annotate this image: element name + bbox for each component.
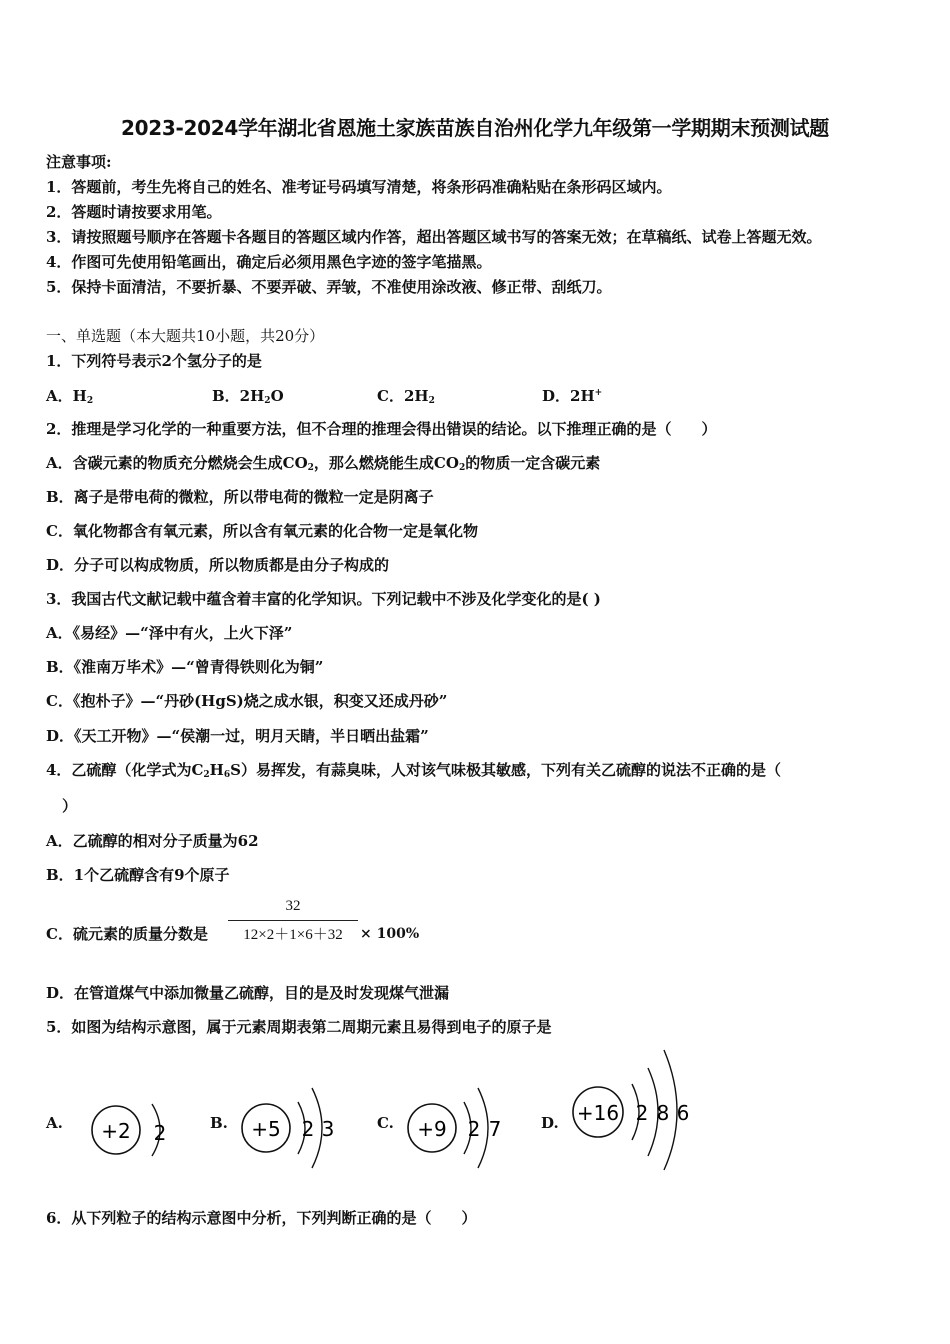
notice-item-5: 5．保持卡面清洁，不要折暴、不要弄破、弄皱，不准使用涂改液、修正带、刮纸刀。	[46, 278, 612, 296]
q4-option-d: D．在管道煤气中添加微量乙硫醇，目的是及时发现煤气泄漏	[46, 984, 450, 1002]
q3-option-a: A．《易经》—“泽中有火，上火下泽”	[46, 624, 293, 642]
atom-diagram-b	[236, 1076, 346, 1176]
q2-option-b: B．离子是带电荷的微粒，所以带电荷的微粒一定是阴离子	[46, 488, 434, 506]
q3-option-d: D．《天工开物》—“侯潮一过，明月天睛，半日晒出盐霜”	[46, 727, 429, 745]
shell-electrons: 2	[301, 1117, 315, 1141]
q1-d-label: D．2H	[542, 387, 595, 405]
shell-electrons: 6	[676, 1101, 690, 1125]
q1-option-a	[46, 385, 93, 406]
q4-stem-part3: S）易挥发，有蒜臭味，人对该气味极其敏感，下列有关乙硫醇的说法不正确的是（	[230, 761, 781, 779]
q6-stem: 6．从下列粒子的结构示意图中分析，下列判断正确的是（ ）	[46, 1209, 477, 1227]
q5-option-a-letter: A.	[46, 1114, 63, 1132]
atom-diagram-c	[402, 1076, 512, 1176]
q1-b-label: B．2H	[212, 387, 265, 405]
q1-d-sup: +	[594, 388, 603, 398]
page-title: 2023-2024学年湖北省恩施土家族苗族自治州化学九年级第一学期期末预测试题	[121, 116, 829, 140]
q2-a-part2: ，那么燃烧能生成CO	[313, 454, 459, 472]
q1-option-d	[542, 385, 602, 406]
atom-diagram-a	[86, 1090, 176, 1170]
q4-option-b: B．1个乙硫醇含有9个原子	[46, 866, 230, 884]
shell-electrons: 7	[488, 1117, 502, 1141]
q1-c-label: C．2H	[377, 387, 429, 405]
q5-stem: 5．如图为结构示意图，属于元素周期表第二周期元素且易得到电子的原子是	[46, 1018, 552, 1036]
nucleus-charge: +2	[101, 1119, 131, 1143]
q3-option-b: B．《淮南万毕术》—“曾青得铁则化为铜”	[46, 658, 324, 676]
notice-item-4: 4．作图可先使用铅笔画出，确定后必须用黑色字迹的签字笔描黑。	[46, 253, 492, 271]
atom-diagram-d	[566, 1044, 706, 1174]
nucleus-charge: +9	[417, 1117, 447, 1141]
q3-stem: 3．我国古代文献记载中蕴含着丰富的化学知识。下列记载中不涉及化学变化的是( )	[46, 590, 601, 608]
q2-stem: 2．推理是学习化学的一种重要方法，但不合理的推理会得出错误的结论。以下推理正确的是（ ）	[46, 420, 717, 438]
q2-option-d: D．分子可以构成物质，所以物质都是由分子构成的	[46, 556, 390, 574]
q5-option-d-letter: D.	[541, 1114, 559, 1132]
q2-a-sub1: 2	[307, 463, 314, 473]
q1-a-sub: 2	[86, 396, 94, 406]
q2-option-a	[46, 453, 600, 478]
q4-stem	[46, 760, 781, 785]
section-heading: 一、单选题（本大题共10小题，共20分）	[46, 327, 325, 345]
q4-option-a: A．乙硫醇的相对分子质量为62	[46, 832, 259, 850]
notice-item-2: 2．答题时请按要求用笔。	[46, 203, 222, 221]
shell-electrons: 2	[467, 1117, 481, 1141]
q1-a-label: A．H	[46, 387, 87, 405]
shell-electrons: 2	[635, 1101, 649, 1125]
q2-a-part1: A．含碳元素的物质充分燃烧会生成CO	[46, 454, 308, 472]
shell-electrons: 8	[656, 1101, 670, 1125]
shell-electrons: 3	[321, 1117, 335, 1141]
q5-option-b-letter: B.	[210, 1114, 228, 1132]
q4-fraction	[228, 898, 358, 944]
notice-heading: 注意事项:	[46, 153, 112, 171]
notice-item-1: 1．答题前，考生先将自己的姓名、准考证号码填写清楚，将条形码准确粘贴在条形码区域内。	[46, 178, 672, 196]
q4-option-c-tail: × 100%	[360, 926, 420, 942]
fraction-bar	[228, 920, 358, 921]
q1-option-b	[212, 385, 284, 406]
q4-sub1: 2	[203, 770, 210, 780]
q1-c-sub: 2	[428, 396, 435, 406]
fraction-denominator: 12×2＋1×6＋32	[243, 927, 343, 943]
q2-a-sub2: 2	[458, 463, 466, 473]
fraction-numerator: 32	[285, 898, 301, 914]
nucleus-charge: +5	[251, 1117, 281, 1141]
q5-option-c-letter: C.	[377, 1114, 394, 1132]
q3-option-c: C．《抱朴子》—“丹砂(HgS)烧之成水银，积变又还成丹砂”	[46, 692, 448, 710]
nucleus-charge: +16	[576, 1101, 620, 1125]
notice-item-3: 3．请按照题号顺序在答题卡各题目的答题区域内作答，超出答题区域书写的答案无效；在草稿纸、试卷上答题无效。	[46, 228, 822, 246]
q2-a-part3: 的物质一定含碳元素	[465, 454, 601, 472]
q1-option-c	[377, 385, 435, 406]
q4-stem-part2: H	[209, 761, 224, 779]
q4-option-c-label: C．硫元素的质量分数是	[46, 925, 208, 943]
q4-stem-end: ）	[62, 797, 78, 815]
q1-stem: 1．下列符号表示2个氢分子的是	[46, 352, 262, 370]
q1-b-sub: 2	[264, 396, 271, 406]
q2-option-c: C．氧化物都含有氧元素，所以含有氧元素的化合物一定是氧化物	[46, 522, 478, 540]
shell-electrons: 2	[153, 1121, 167, 1145]
q4-sub2: 6	[223, 770, 231, 780]
q1-b-tail: O	[270, 387, 284, 405]
q4-stem-part1: 4．乙硫醇（化学式为C	[46, 761, 204, 779]
